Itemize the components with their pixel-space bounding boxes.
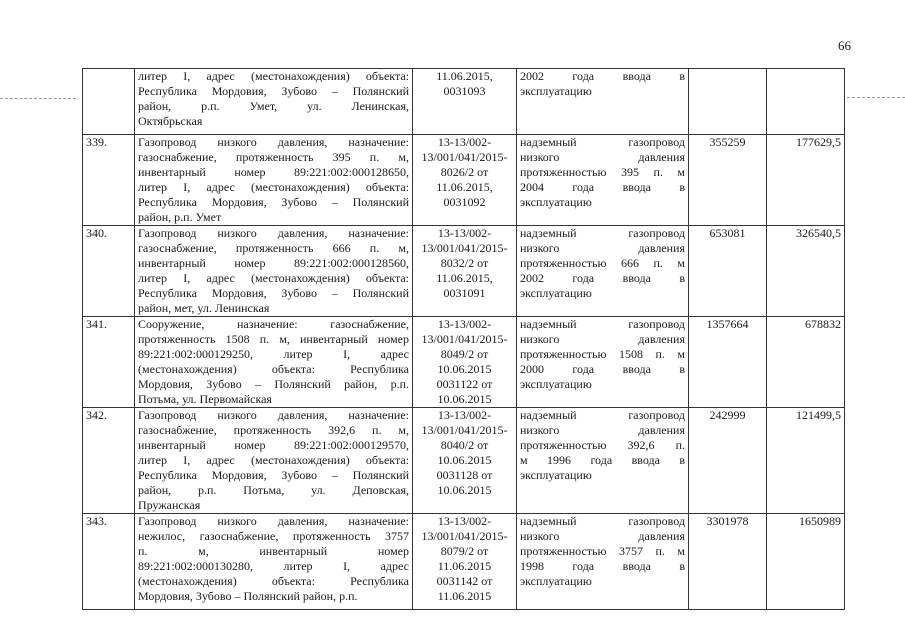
registration-line: 11.06.2015, (436, 69, 493, 83)
description-line: район, р.п. Потьма, ул. Деповская, (138, 483, 409, 497)
description-line: район, р.п. Умет (138, 210, 222, 224)
residual-value (767, 69, 845, 135)
description-line: Газопровод низкого давления, назначение: (138, 408, 409, 422)
characteristics-line: протяженностью 3757 п. м (520, 544, 685, 558)
residual-value: 1650989 (767, 514, 845, 610)
table-row (83, 69, 845, 135)
row-number: 339. (83, 135, 135, 226)
registration-line: 11.06.2015 (437, 559, 492, 573)
registration-line: 8049/2 от (440, 347, 489, 361)
registration-record (413, 226, 517, 317)
description-line: (местонахождения) объекта: Республика (138, 362, 409, 376)
property-registry-table (82, 68, 845, 610)
book-value (689, 69, 767, 135)
table-row (83, 514, 845, 610)
registration-line: 13/001/041/2015- (421, 529, 508, 543)
characteristics-line: 2000 года ввода в (520, 362, 685, 376)
object-description (135, 408, 413, 514)
registration-line: 10.06.2015 (437, 483, 492, 497)
book-value: 355259 (689, 135, 767, 226)
registration-line: 8026/2 от (440, 165, 489, 179)
technical-characteristics (517, 135, 689, 226)
object-description (135, 226, 413, 317)
characteristics-line: надземный газопровод (520, 226, 685, 240)
registration-record (413, 317, 517, 408)
registration-record (413, 514, 517, 610)
characteristics-line: низкого давления (520, 241, 685, 255)
description-line: район, мет, ул. Ленинская (138, 301, 270, 315)
characteristics-line: низкого давления (520, 332, 685, 346)
characteristics-line: 2004 года ввода в (520, 180, 685, 194)
characteristics-line: протяженностью 392,6 п. (520, 438, 685, 452)
registration-line: 13-13/002- (437, 408, 492, 422)
description-line: инвентарный номер 89:221:002:000129570, (138, 438, 409, 452)
technical-characteristics (517, 514, 689, 610)
row-number: 342. (83, 408, 135, 514)
residual-value: 177629,5 (767, 135, 845, 226)
registration-line: 11.06.2015, (436, 271, 493, 285)
book-value: 3301978 (689, 514, 767, 610)
characteristics-line: низкого давления (520, 529, 685, 543)
description-line: п. м, инвентарный номер (138, 544, 409, 558)
description-line: Газопровод низкого давления, назначение: (138, 226, 409, 240)
description-line: газоснабжение, протяженность 392,6 п. м, (138, 423, 409, 437)
technical-characteristics (517, 226, 689, 317)
registration-line: 13-13/002- (437, 514, 492, 528)
technical-characteristics (517, 317, 689, 408)
characteristics-line: эксплуатацию (520, 574, 592, 588)
scan-artifact-right (847, 97, 905, 98)
registration-record (413, 135, 517, 226)
characteristics-line: 2002 года ввода в (520, 271, 685, 285)
description-line: Республика Мордовия, Зубово – Полянский (138, 286, 409, 300)
table-row (83, 408, 845, 514)
description-line: 89:221:002:000130280, литер I, адрес (138, 559, 409, 573)
description-line: Газопровод низкого давления, назначение: (138, 135, 409, 149)
characteristics-line: эксплуатацию (520, 468, 592, 482)
residual-value: 121499,5 (767, 408, 845, 514)
registration-line: 13-13/002- (437, 135, 492, 149)
description-line: 89:221:002:000129250, литер I, адрес (138, 347, 409, 361)
book-value: 242999 (689, 408, 767, 514)
description-line: Пружанская (138, 498, 201, 512)
registration-line: 10.06.2015 (437, 362, 492, 376)
table-row (83, 317, 845, 408)
description-line: Сооружение, назначение: газоснабжение, (138, 317, 409, 331)
description-line: литер I, адрес (местонахождения) объекта: (138, 69, 409, 83)
row-number: 340. (83, 226, 135, 317)
characteristics-line: протяженностью 1508 п. м (520, 347, 685, 361)
registration-line: 13/001/041/2015- (421, 332, 508, 346)
table-body (83, 69, 845, 610)
description-line: Республика Мордовия, Зубово – Полянский (138, 195, 409, 209)
residual-value: 678832 (767, 317, 845, 408)
description-line: Республика Мордовия, Зубово – Полянский (138, 468, 409, 482)
description-line: Газопровод низкого давления, назначение: (138, 514, 409, 528)
description-line: Республика Мордовия, Зубово – Полянский (138, 84, 409, 98)
characteristics-line: протяженностью 395 п. м (520, 165, 685, 179)
registration-line: 0031092 (443, 195, 486, 209)
characteristics-line: 1998 года ввода в (520, 559, 685, 573)
characteristics-line: эксплуатацию (520, 377, 592, 391)
row-number: 341. (83, 317, 135, 408)
characteristics-line: надземный газопровод (520, 514, 685, 528)
characteristics-line: низкого давления (520, 423, 685, 437)
residual-value: 326540,5 (767, 226, 845, 317)
registration-line: 0031142 от (436, 574, 493, 588)
registration-line: 8079/2 от (440, 544, 489, 558)
registration-line: 8040/2 от (440, 438, 489, 452)
description-line: инвентарный номер 89:221:002:000128650, (138, 165, 409, 179)
registration-record (413, 69, 517, 135)
characteristics-line: эксплуатацию (520, 286, 592, 300)
description-line: район, р.п. Умет, ул. Ленинская, (138, 99, 409, 113)
description-line: Октябрьская (138, 114, 203, 128)
registration-line: 13/001/041/2015- (421, 423, 508, 437)
registration-record (413, 408, 517, 514)
table-row (83, 226, 845, 317)
description-line: инвентарный номер 89:221:002:000128560, (138, 256, 409, 270)
row-number (83, 69, 135, 135)
description-line: протяженность 1508 п. м, инвентарный номер (138, 332, 409, 346)
registration-line: 11.06.2015 (437, 589, 492, 603)
registration-line: 13/001/041/2015- (421, 241, 508, 255)
object-description (135, 514, 413, 610)
description-line: Мордовия, Зубово – Полянский район, р.п. (138, 377, 409, 391)
characteristics-line: низкого давления (520, 150, 685, 164)
description-line: (местонахождения) объекта: Республика (138, 574, 409, 588)
characteristics-line: 2002 года ввода в (520, 69, 685, 83)
table-row (83, 135, 845, 226)
registration-line: 0031091 (443, 286, 486, 300)
technical-characteristics (517, 408, 689, 514)
registration-line: 0031122 от (436, 377, 493, 391)
object-description (135, 317, 413, 408)
registration-line: 0031128 от (436, 468, 493, 482)
object-description (135, 69, 413, 135)
technical-characteristics (517, 69, 689, 135)
description-line: Мордовия, Зубово – Полянский район, р.п. (138, 589, 358, 603)
page-number: 66 (838, 38, 851, 53)
characteristics-line: м 1996 года ввода в (520, 453, 685, 467)
row-number: 343. (83, 514, 135, 610)
registration-line: 13-13/002- (437, 317, 492, 331)
description-line: нежилос, газоснабжение, протяженность 3757 (138, 529, 409, 543)
description-line: литер I, адрес (местонахождения) объекта: (138, 453, 409, 467)
book-value: 653081 (689, 226, 767, 317)
registration-line: 8032/2 от (440, 256, 489, 270)
scan-artifact-left (0, 98, 76, 99)
description-line: Потьма, ул. Первомайская (138, 392, 272, 406)
description-line: литер I, адрес (местонахождения) объекта: (138, 180, 409, 194)
object-description (135, 135, 413, 226)
registration-line: 11.06.2015, (436, 180, 493, 194)
registration-line: 13/001/041/2015- (421, 150, 508, 164)
registration-line: 0031093 (443, 84, 486, 98)
characteristics-line: эксплуатацию (520, 84, 592, 98)
registration-line: 10.06.2015 (437, 453, 492, 467)
book-value: 1357664 (689, 317, 767, 408)
characteristics-line: надземный газопровод (520, 317, 685, 331)
characteristics-line: надземный газопровод (520, 408, 685, 422)
registration-line: 13-13/002- (437, 226, 492, 240)
characteristics-line: надземный газопровод (520, 135, 685, 149)
description-line: литер I, адрес (местонахождения) объекта: (138, 271, 409, 285)
registration-line: 10.06.2015 (437, 392, 492, 406)
characteristics-line: эксплуатацию (520, 195, 592, 209)
description-line: газоснабжение, протяженность 395 п. м, (138, 150, 409, 164)
characteristics-line: протяженностью 666 п. м (520, 256, 685, 270)
description-line: газоснабжение, протяженность 666 п. м, (138, 241, 409, 255)
